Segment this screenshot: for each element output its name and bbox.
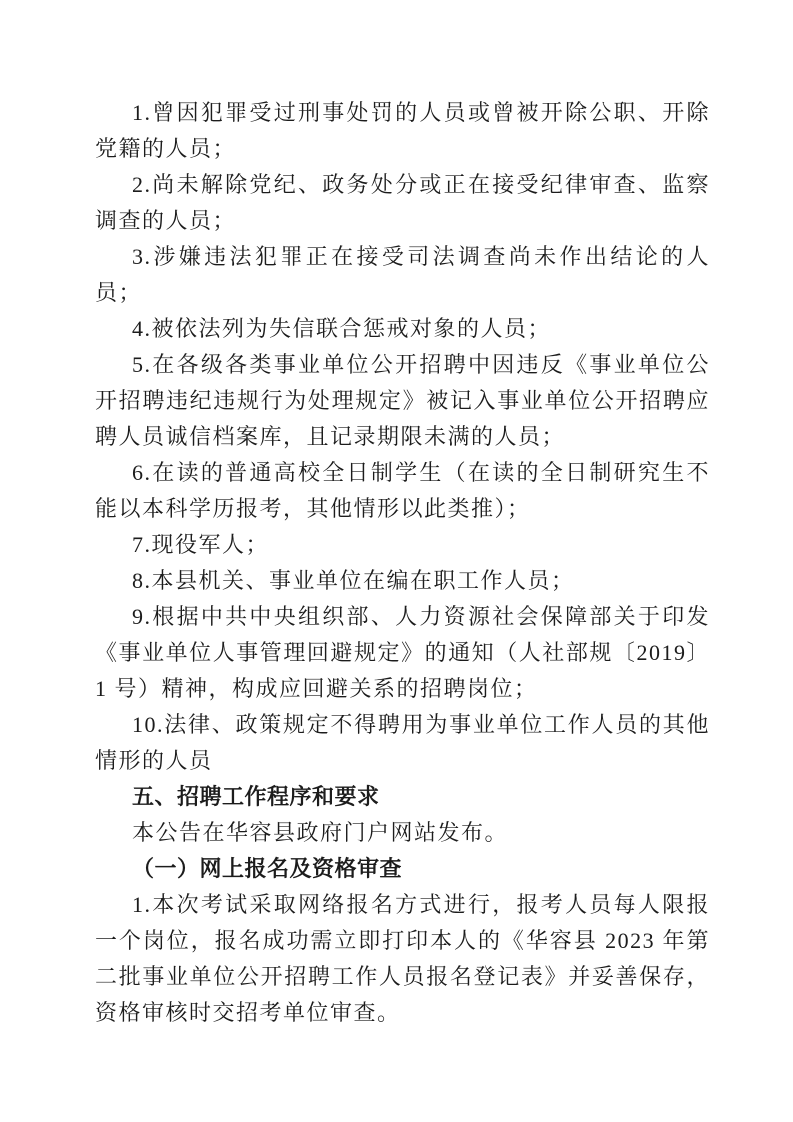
registration-instructions: 1.本次考试采取网络报名方式进行，报考人员每人限报一个岗位，报名成功需立即打印本人的《华容县 2023 年第二批事业单位公开招聘工作人员报名登记表》并妥善保存，资格审核时交招考单位审查。: [95, 892, 710, 1025]
list-item-4: 4.被依法列为失信联合惩戒对象的人员；: [132, 316, 552, 341]
list-item-7: 7.现役军人；: [132, 532, 270, 557]
list-item-6: 6.在读的普通高校全日制学生（在读的全日制研究生不能以本科学历报考，其他情形以此类推）；: [95, 460, 710, 521]
list-item-2: 2.尚未解除党纪、政务处分或正在接受纪律审查、监察调查的人员；: [95, 172, 710, 233]
list-item-9: 9.根据中共中央组织部、人力资源社会保障部关于印发《事业单位人事管理回避规定》的通知（人社部规〔2019〕1 号）精神，构成应回避关系的招聘岗位；: [95, 604, 710, 701]
list-item-3: 3.涉嫌违法犯罪正在接受司法调查尚未作出结论的人员；: [95, 244, 710, 305]
list-item-1: 1.曾因犯罪受过刑事处罚的人员或曾被开除公职、开除党籍的人员；: [95, 100, 710, 161]
subsection-heading-online-registration: （一）网上报名及资格审查: [132, 856, 403, 881]
list-item-5: 5.在各级各类事业单位公开招聘中因违反《事业单位公开招聘违纪违规行为处理规定》被记入事业单位公开招聘应聘人员诚信档案库，且记录期限未满的人员；: [95, 352, 710, 449]
list-item-8: 8.本县机关、事业单位在编在职工作人员；: [132, 568, 575, 593]
announcement-site-line: 本公告在华容县政府门户网站发布。: [132, 820, 509, 845]
section-heading-procedures: 五、招聘工作程序和要求: [132, 784, 380, 809]
list-item-10: 10.法律、政策规定不得聘用为事业单位工作人员的其他情形的人员: [95, 712, 710, 773]
